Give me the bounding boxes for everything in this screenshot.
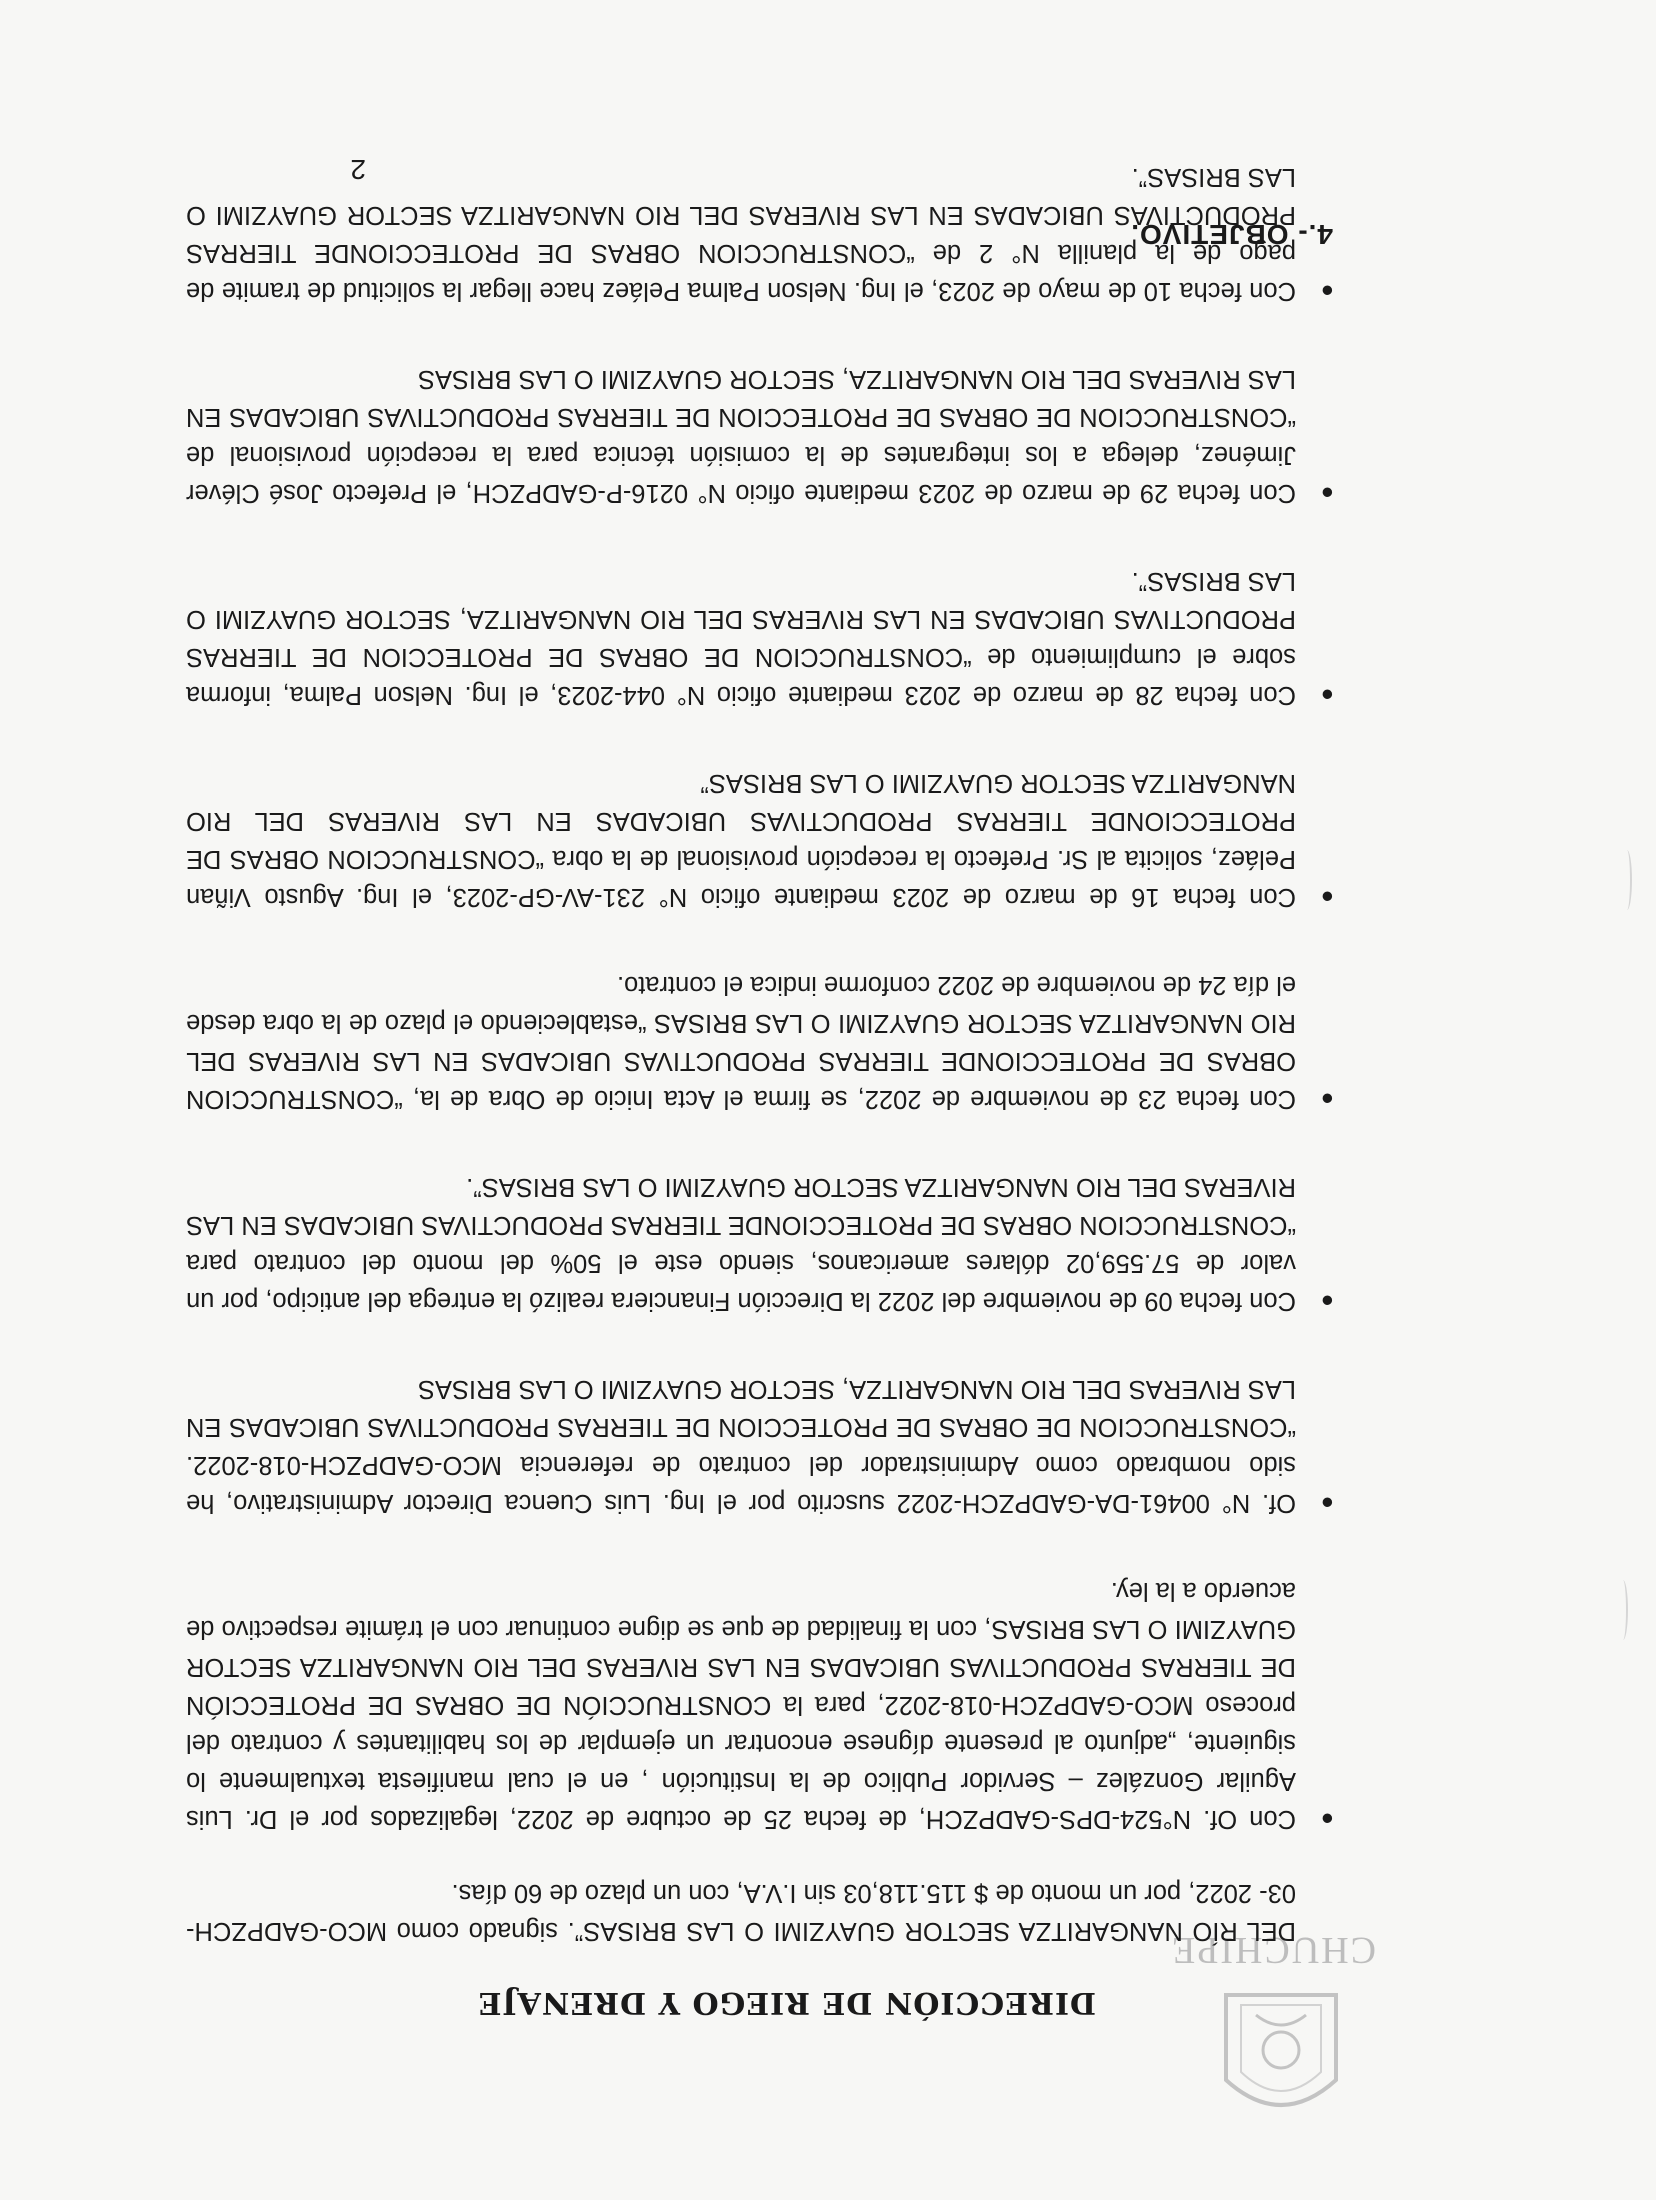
prefecture-seal-icon <box>1206 1985 1356 2120</box>
bullet-icon: ● <box>1320 885 1334 910</box>
bullet-icon: ● <box>1320 1491 1334 1516</box>
list-item: ● Of. N° 00461-DA-GADPZCH-2022 suscrito por el Ing. Luis Cuenca Director Administrativo, he sido nombrado como Administrador del contrato de referencia MCO-GADPZCH-018-2022. “CONSTRUCCION DE OBRAS DE PROTECCION DE TIERRAS PRODUCTIVAS UBICADAS EN LAS RIVERAS DEL RIO NANGARITZA, SECTOR GUAYZIMI O LAS BRISAS <box>186 1370 1296 1522</box>
document-body <box>186 108 1334 1950</box>
list-item: ● Con fecha 10 de mayo de 2023, el Ing. Nelson Palma Peláez hace llegar la solicitud de tramite de pago de la planilla N° 2 de “CONSTRUCCION OBRAS DE PROTECCIONDE TIERRAS PRODUCTIVAS UBICADAS EN LAS RIVERAS DEL RIO NANGARITZA SECTOR GUAYZIMI O LAS BRISAS”. <box>186 158 1296 310</box>
department-title: DIRECCIÓN DE RIEGO Y DRENAJE <box>477 1985 1096 2020</box>
list-item: ● Con fecha 29 de marzo de 2023 mediante oficio N° 0216-P-GADPZCH, el Prefecto José Cléver Jiménez, delega a los integrantes de la comisión técnica para la recepción provisional de “CONSTRUCCION DE OBRAS DE PROTECCION DE TIERRAS PRODUCTIVAS UBICADAS EN LAS RIVERAS DEL RIO NANGARITZA, SECTOR GUAYZIMI O LAS BRISAS <box>186 360 1296 512</box>
intro-paragraph: DEL RÍO NANGARITZA SECTOR GUAYZIMI O LAS BRISAS”. signado como MCO-GADPZCH-03- 2022, por un monto de $ 115.118,03 sin I.V.A, con un plazo de 60 días. <box>186 1879 1296 1945</box>
bullet-icon: ● <box>1320 683 1334 708</box>
bullet-icon: ● <box>1320 279 1334 304</box>
list-item: ● Con fecha 23 de noviembre de 2022, se firma el Acta Inicio de Obra de la, “CONSTRUCCION OBRAS DE PROTECCIONDE TIERRAS PRODUCTIVAS UBICADAS EN LAS RIVERAS DEL RIO NANGARITZA SECTOR GUAYZIMI O LAS BRISAS “estableciendo el plazo de la obra desde el día 24 de noviembre de 2022 conforme indica el contrato. <box>186 966 1296 1118</box>
list-item: ● Con fecha 28 de marzo de 2023 mediante oficio N° 044-2023, el Ing. Nelson Palma, informa sobre el cumplimiento de “CONSTRUCCION DE OBRAS DE PROTECCION DE TIERRAS PRODUCTIVAS UBICADAS EN LAS RIVERAS DEL RIO NANGARITZA, SECTOR GUAYZIMI O LAS BRISAS”. <box>186 562 1296 714</box>
letterhead <box>0 1929 1656 2200</box>
bullet-list <box>186 158 1334 1838</box>
page-number: 2 <box>350 154 366 185</box>
scan-edge-mark <box>1618 1580 1628 1640</box>
bullet-icon: ● <box>1320 481 1334 506</box>
list-item: ● Con fecha 16 de marzo de 2023 mediante oficio N° 231-AV-GP-2023, el Ing. Agusto Viñan Peláez, solicita al Sr. Prefecto la recepción provisional de la obra “CONSTRUCCION OBRAS DE PROTECCIONDE TIERRAS PRODUCTIVAS UBICADAS EN LAS RIVERAS DEL RIO NANGARITZA SECTOR GUAYZIMI O LAS BRISAS” <box>186 764 1296 916</box>
logo-wordmark: CHUCHIPE <box>1169 1929 1376 1971</box>
bullet-icon: ● <box>1320 1087 1334 1112</box>
scan-edge-mark <box>1622 850 1632 910</box>
bullet-icon: ● <box>1320 1807 1334 1832</box>
section-heading: 4.- OBJETIVO. <box>1130 219 1333 250</box>
bullet-icon: ● <box>1320 1289 1334 1314</box>
list-item: ● Con Of. N°524-DPS-GADPZCH, de fecha 25 de octubre de 2022, legalizados por el Dr. Luis Aguilar González – Servidor Publico de la Institución , en el cual manifiesta textualmente lo siguiente, „adjunto al presente dígnese encontrar un ejemplar de los habilitantes y contrato del proceso MCO-GADPZCH-018-2022, para la CONSTRUCCIÓN DE OBRAS DE PROTECCIÓN DE TIERRAS PRODUCTIVAS UBICADAS EN LAS RIVERAS DEL RIO NANGARITZA SECTOR GUAYZIMI O LAS BRISAS, con la finalidad de que se digne continuar con el trámite respectivo de acuerdo a la ley. <box>186 1572 1296 1838</box>
list-item: ● Con fecha 09 de noviembre del 2022 la Dirección Financiera realizó la entrega del anticipo, por un valor de 57.559,02 dólares americanos, siendo este el 50% del monto del contrato para “CONSTRUCCION OBRAS DE PROTECCIONDE TIERRAS PRODUCTIVAS UBICADAS EN LAS RIVERAS DEL RIO NANGARITZA SECTOR GUAYZIMI O LAS BRISAS”. <box>186 1168 1296 1320</box>
